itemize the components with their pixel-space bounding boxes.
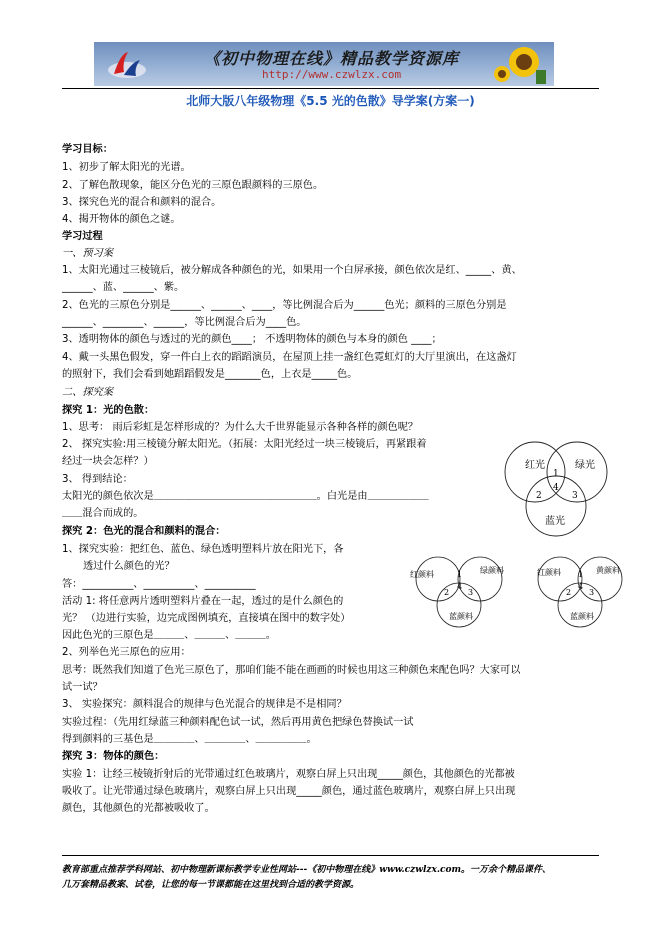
venn-label: 蓝颜料 [570,612,594,621]
document-title: 北师大版八年级物理《5.5 光的色散》导学案(方案一) [186,94,475,108]
explore2-line: 答：__________、__________、__________ [62,579,256,590]
header-rule [62,88,599,89]
goal-item: 2、了解色散现象，能区分色光的三原色跟颜料的三原色。 [62,180,324,191]
explore2-line: 透过什么颜色的光？ [83,561,175,572]
explore1-line: 3、 得到结论： [62,474,133,485]
process-heading: 学习过程 [62,231,103,242]
venn-number: 4 [553,483,559,493]
explore2-line: 思考：既然我们知道了色光三原色了，那咱们能不能在画画的时候也用这三种颜色来配色吗？大家可以 [62,665,521,676]
preview-line: 3、透明物体的颜色与透过的光的颜色____； 不透明物体的颜色与本身的颜色 ____； [62,334,442,345]
venn-label: 红颜料 [410,570,434,579]
explore1-line: ＿＿混合而成的。 [62,508,144,519]
venn-label: 蓝颜料 [449,612,473,621]
venn-label: 黄颜料 [596,566,620,575]
venn-number: 1 [578,570,584,579]
section-explore: 二、探究案 [62,387,113,398]
venn-number: 4 [578,582,584,591]
preview-line: ______、蓝、______、紫。 [62,282,185,293]
preview-line: ______、________、______，等比例混合后为____色。 [62,317,307,328]
venn-pigment-diagram-b [530,555,630,631]
explore1-line: 2、 探究实验:用三棱镜分解太阳光。（拓展：太阳光经过一块三棱镜后，再紧跟着 [62,439,427,450]
venn-number: 2 [566,588,572,597]
venn-number: 2 [444,588,450,597]
section-preview: 一、预习案 [62,248,113,259]
explore2-line: 光？ （边进行实验，边完成图例填充，直接填在图中的数字处） [62,613,351,624]
preview-line: 2、色光的三原色分别是______、______、____，等比例混合后为______色光；颜料的三原色分别是 [62,300,507,311]
venn-number: 2 [536,491,542,501]
explore2-line: 实验过程：（先用红绿蓝三种颜料配色试一试，然后再用黄色把绿色替换试一试 [62,717,414,728]
footer-line: 教育部重点推荐学科网站、初中物理新课标教学专业性网站---《初中物理在线》www.czwlzx.com。一万余个精品课件、 [62,865,552,875]
footer-rule [62,855,599,856]
venn-number: 4 [457,582,463,591]
footer-line: 几万套精品教案、试卷，让您的每一节课都能在这里找到合适的教学资源。 [62,880,360,890]
site-logo-icon [106,48,148,82]
explore2-line: 2、列举色光三原色的应用： [62,647,191,658]
explore1-line: 经过一块会怎样？） [62,456,154,467]
explore1-heading: 探究 1：光的色散： [62,405,155,416]
preview-line: 4、戴一头黑色假发，穿一件白上衣的蹈蹈演员，在屋顶上挂一盏红色霓虹灯的大厅里演出，在这盏灯 [62,352,517,363]
explore2-line: 得到颜料的三基色是＿＿＿＿、＿＿＿＿、＿＿＿＿＿。 [62,734,317,745]
explore1-line: 太阳光的颜色依次是＿＿＿＿＿＿＿＿＿＿＿＿＿＿＿＿。白光是由＿＿＿＿＿＿ [62,491,429,502]
explore2-heading: 探究 2：色光的混合和颜料的混合： [62,526,226,537]
venn-label: 绿颜料 [480,566,504,575]
goal-item: 4、揭开物体的颜色之谜。 [62,214,181,225]
venn-number: 3 [468,588,474,597]
explore3-line: 颜色，其他颜色的光都被吸收了。 [62,803,215,814]
header-banner [94,42,554,86]
goal-item: 1、初步了解太阳光的光谱。 [62,162,191,173]
explore2-line: 1、探究实验：把红色、蓝色、绿色透明塑料片放在阳光下，各 [62,544,344,555]
venn-label: 蓝光 [545,516,565,527]
venn-pigment-diagram-a [400,555,520,631]
venn-label: 绿光 [575,460,595,471]
preview-line: 1、太阳光通过三棱镜后，被分解成各种颜色的光，如果用一个白屏承接，颜色依次是红、_____、黄、 [62,265,522,276]
banner-title: 《初中物理在线》精品教学资源库 [204,49,460,68]
explore2-line: 试一试？ [62,682,103,693]
explore3-line: 吸收了。让光带通过绿色玻璃片，观察白屏上只出现_____颜色，通过蓝色玻璃片，观察白屏上只出现 [62,786,516,797]
goal-item: 3、探究色光的混合和颜料的混合。 [62,197,222,208]
venn-label: 红颜料 [537,568,561,577]
venn-number: 1 [553,469,559,479]
explore2-line: 3、 实验探究：颜料混合的规律与色光混合的规律是不是相同？ [62,699,347,710]
sunflower-icon [492,44,546,84]
venn-number: 3 [589,588,595,597]
explore1-line: 1、思考： 雨后彩虹是怎样形成的？为什么大千世界能显示各种各样的颜色呢？ [62,422,419,433]
explore2-line: 活动 1: 将任意两片透明塑料片叠在一起，透过的是什么颜色的 [62,596,344,607]
explore3-heading: 探究 3：物体的颜色： [62,751,165,762]
goals-heading: 学习目标： [62,144,113,155]
venn-number: 1 [457,570,463,579]
preview-line: 的照射下，我们会看到她蹈蹈假发是_______色，上衣是_____色。 [62,369,358,380]
explore2-line: 因此色光的三原色是＿＿＿、＿＿＿、＿＿＿。 [62,630,276,641]
venn-label: 红光 [525,460,545,471]
venn-light-diagram [498,440,614,540]
banner-url[interactable]: http://www.czwlzx.com [262,68,402,81]
explore3-line: 实验 1：让经三棱镜折射后的光带通过红色玻璃片，观察白屏上只出现_____颜色，其他颜色的光都被 [62,769,515,780]
venn-number: 3 [572,491,578,501]
